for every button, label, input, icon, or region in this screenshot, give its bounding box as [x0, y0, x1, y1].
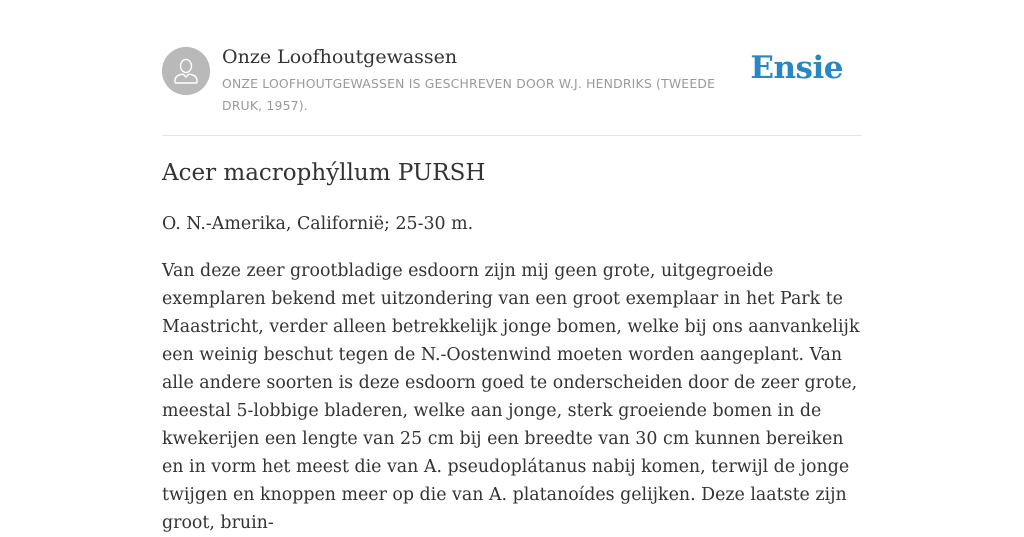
header — [162, 0, 862, 136]
entry-paragraph: Van deze zeer grootbladige esdoorn zijn mij geen grote, uitgegroeide exemplaren bekend met uitzondering van een groot exemplaar in het Park te Maastricht, verder alleen betrekkelijk jonge bomen, welke bij ons aanvankelijk een weinig beschut tegen de N.-Oostenwind moeten worden aangeplant. Van alle andere soorten is deze esdoorn goed te onderscheiden door de zeer grote, meestal 5-lobbige bladeren, welke aan jonge, sterk groeiende bomen in de kwekerijen een lengte van 25 cm bij een breedte van 30 cm kunnen bereiken en in vorm het meest die van A. pseudoplátanus nabij komen, terwijl de jonge twijgen en knoppen meer op die van A. platanoídes gelijken. Deze laatste zijn groot, bruin- — [162, 261, 860, 533]
entry-content — [162, 210, 862, 537]
entry-title: Acer macrophýllum PURSH — [162, 160, 486, 186]
book-description: ONZE LOOFHOUTGEWASSEN IS GESCHREVEN DOOR W.J. HENDRIKS (TWEEDE DRUK, 1957). — [222, 76, 716, 113]
user-placeholder-icon[interactable] — [162, 47, 210, 95]
entry-locality: O. N.-Amerika, Californië; 25-30 m. — [162, 214, 474, 234]
book-title[interactable]: Onze Loofhoutgewassen — [222, 46, 458, 68]
brand-logo[interactable]: Ensie — [750, 50, 843, 86]
divider — [162, 135, 862, 136]
